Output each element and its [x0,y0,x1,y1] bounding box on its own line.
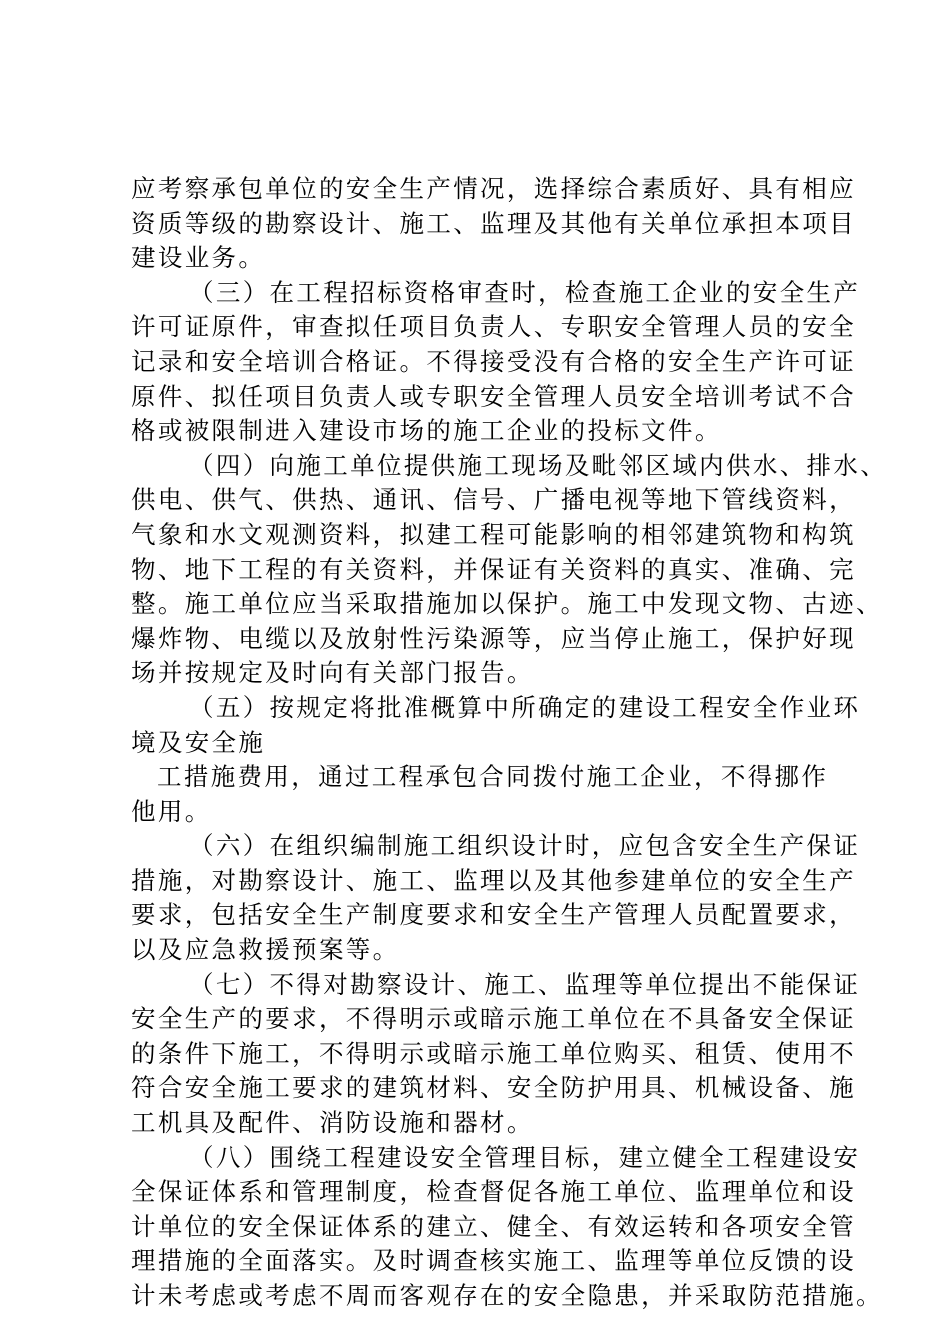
text-line: 理措施的全面落实。及时调查核实施工、监理等单位反馈的设 [131,1246,856,1276]
text-line: 以及应急救援预案等。 [131,935,400,965]
text-line: 物、地下工程的有关资料，并保证有关资料的真实、准确、完 [131,554,856,584]
text-line: 场并按规定及时向有关部门报告。 [131,658,534,688]
text-line: 爆炸物、电缆以及放射性污染源等，应当停止施工，保护好现 [131,623,856,653]
text-line: 符合安全施工要求的建筑材料、安全防护用具、机械设备、施 [131,1073,856,1103]
text-line: 境及安全施 [131,727,266,757]
paragraph-start-line: （五）按规定将批准概算中所确定的建设工程安全作业环 [189,692,861,722]
text-line: 建设业务。 [131,243,266,273]
text-line: 计未考虑或考虑不周而客观存在的安全隐患，并采取防范措施。 [131,1281,883,1310]
text-line: 原件、拟任项目负责人或专职安全管理人员安全培训考试不合 [131,381,856,411]
paragraph-start-line: （七）不得对勘察设计、施工、监理等单位提出不能保证 [189,969,861,999]
text-line: 全保证体系和管理制度，检查督促各施工单位、监理单位和设 [131,1177,856,1207]
paragraph-start-line: （六）在组织编制施工组织设计时，应包含安全生产保证 [189,831,861,861]
text-line: 工机具及配件、消防设施和器材。 [131,1108,534,1138]
text-line: 格或被限制进入建设市场的施工企业的投标文件。 [131,416,722,446]
text-line: 应考察承包单位的安全生产情况，选择综合素质好、具有相应 [131,174,856,203]
text-line: 安全生产的要求，不得明示或暗示施工单位在不具备安全保证 [131,1004,856,1034]
text-line: 许可证原件，审查拟任项目负责人、专职安全管理人员的安全 [131,312,856,342]
text-line: 计单位的安全保证体系的建立、健全、有效运转和各项安全管 [131,1211,856,1241]
text-line: 他用。 [131,796,212,826]
text-line: 气象和水文观测资料，拟建工程可能影响的相邻建筑物和构筑 [131,519,856,549]
document-body [131,172,888,1314]
paragraph-start-line: （四）向施工单位提供施工现场及毗邻区域内供水、排水、 [189,450,888,480]
text-line: 整。施工单位应当采取措施加以保护。施工中发现文物、古迹、 [131,589,883,619]
text-line: 措施，对勘察设计、施工、监理以及其他参建单位的安全生产 [131,865,856,895]
paragraph-start-line: 工措施费用，通过工程承包合同拨付施工企业，不得挪作 [157,762,829,792]
paragraph-start-line: （三）在工程招标资格审查时，检查施工企业的安全生产 [189,277,861,307]
text-line: 要求，包括安全生产制度要求和安全生产管理人员配置要求， [131,900,856,930]
text-line: 的条件下施工，不得明示或暗示施工单位购买、租赁、使用不 [131,1038,856,1068]
text-line: 资质等级的勘察设计、施工、监理及其他有关单位承担本项目 [131,208,856,238]
text-line: 供电、供气、供热、通讯、信号、广播电视等地下管线资料， [131,485,856,515]
paragraph-start-line: （八）围绕工程建设安全管理目标，建立健全工程建设安 [189,1142,861,1172]
text-line: 记录和安全培训合格证。不得接受没有合格的安全生产许可证 [131,346,856,376]
